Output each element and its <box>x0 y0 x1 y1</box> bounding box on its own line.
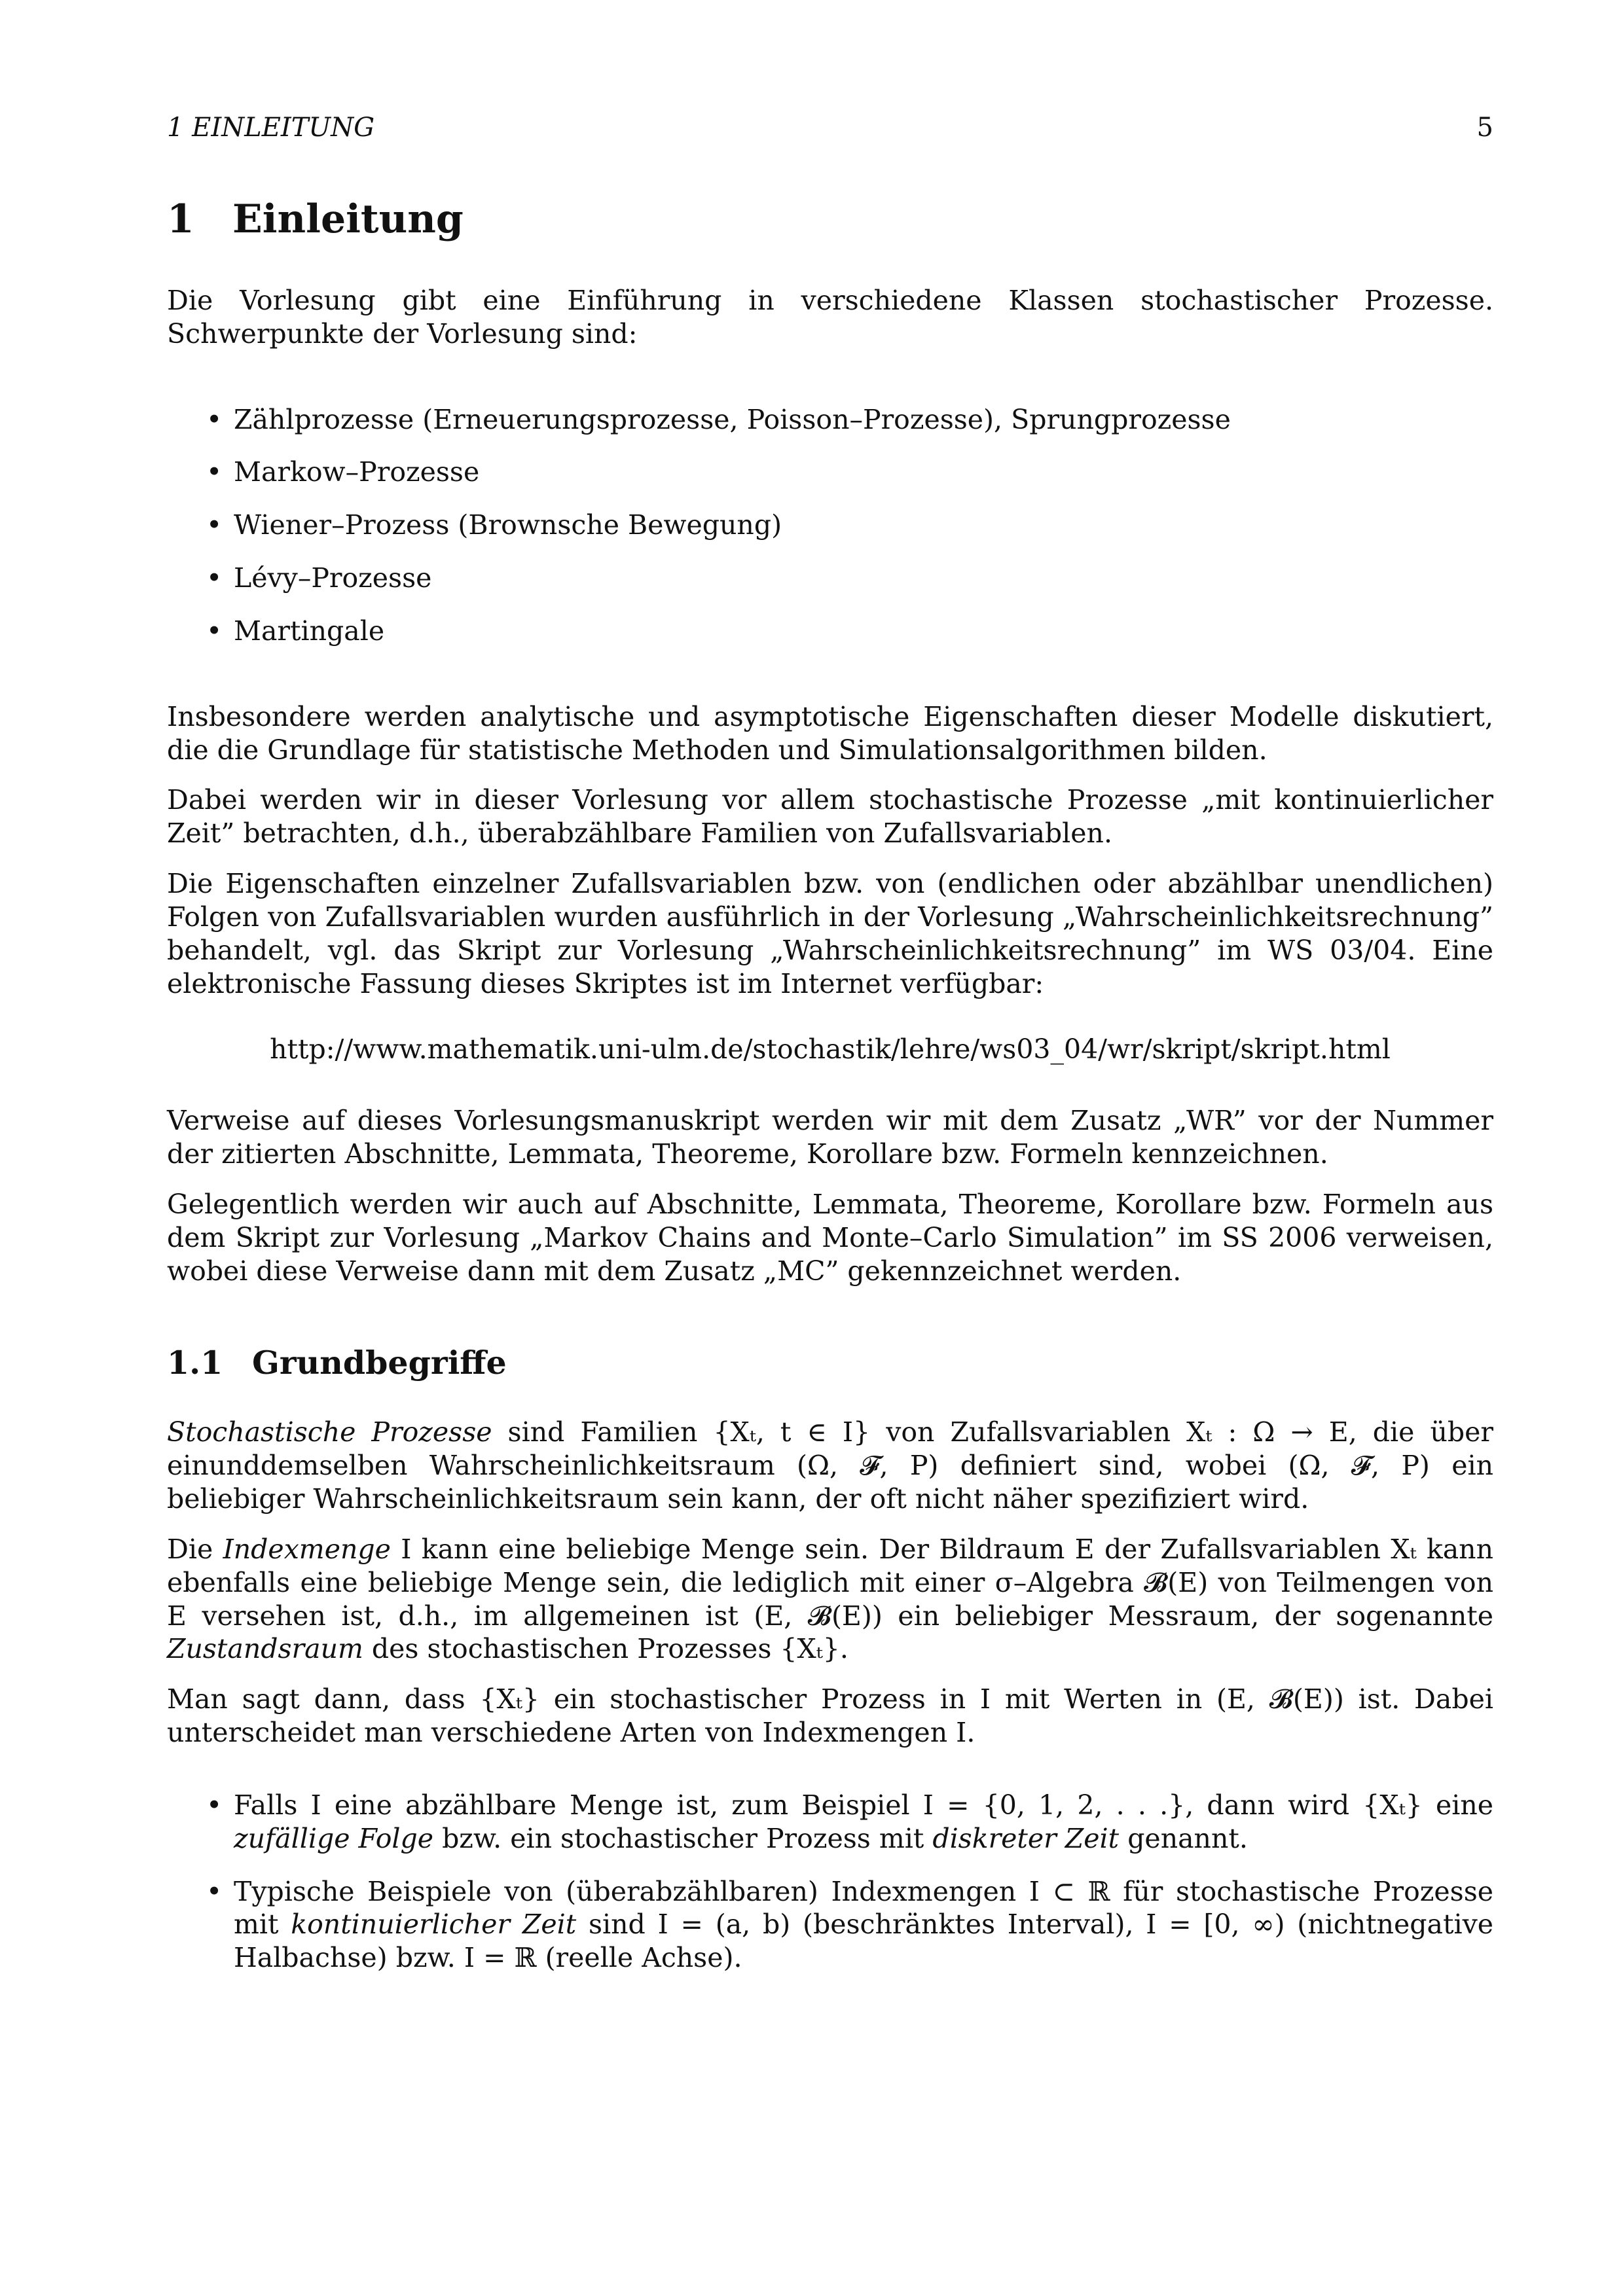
main-content <box>167 196 1493 2027</box>
list-item: • Martingale <box>206 615 385 647</box>
section-title: Einleitung <box>232 196 464 242</box>
defined-term: zufällige Folge <box>234 1822 434 1854</box>
bullet-icon: • <box>206 403 223 435</box>
paragraph: Stochastische Prozesse sind Familien {Xₜ, t ∈ I} von Zufallsvariablen Xₜ : Ω → E, die über einunddemselben Wahrscheinlichkeitsraum (Ω, 𝓕, P) definiert sind, wobei (Ω, 𝓕, P) ein beliebiger Wahrscheinlichkeitsraum sein kann, der oft nicht näher spezifiziert wird. <box>167 1416 1493 1515</box>
list-item: • Wiener–Prozess (Brownsche Bewegung) <box>206 509 782 541</box>
topics-list <box>167 403 1493 648</box>
bullet-icon: • <box>206 1875 223 1907</box>
defined-term: kontinuierlicher Zeit <box>291 1909 577 1941</box>
list-item: • Markow–Prozesse <box>206 456 480 488</box>
subsection-heading-grundbegriffe <box>167 1344 1493 1382</box>
defined-term: Zustandsraum <box>167 1633 363 1665</box>
intro-paragraph: Die Vorlesung gibt eine Einführung in verschiedene Klassen stochastischer Prozesse. Schwerpunkte der Vorlesung sind: <box>167 285 1493 350</box>
bullet-icon: • <box>206 615 223 647</box>
defined-term: Stochastische Prozesse <box>167 1416 492 1448</box>
list-item: • Falls I eine abzählbare Menge ist, zum Beispiel I = {0, 1, 2, . . .}, dann wird {Xₜ} eine zufällige Folge bzw. ein stochastischer Prozess mit diskreter Zeit genannt. <box>206 1789 1493 1854</box>
subsection-number: 1.1 <box>167 1344 223 1382</box>
bullet-icon: • <box>206 509 223 541</box>
paragraph: Dabei werden wir in dieser Vorlesung vor allem stochastische Prozesse „mit kontinuierlicher Zeit” betrachten, d.h., überabzählbare Familien von Zufallsvariablen. <box>167 784 1493 850</box>
section-heading-einleitung <box>167 196 1493 242</box>
spacer <box>167 1304 1493 1344</box>
page-number: 5 <box>1476 113 1493 143</box>
script-url: http://www.mathematik.uni-ulm.de/stochastik/lehre/ws03_04/wr/skript/skript.html <box>270 1033 1391 1066</box>
paragraph: Gelegentlich werden wir auch auf Abschnitte, Lemmata, Theoreme, Korollare bzw. Formeln aus dem Skript zur Vorlesung „Markov Chains and Monte–Carlo Simulation” im SS 2006 verweisen, wobei diese Verweise dann mit dem Zusatz „MC” gekennzeichnet werden. <box>167 1188 1493 1287</box>
defined-term: Indexmenge <box>223 1533 391 1565</box>
defined-term: diskreter Zeit <box>932 1822 1120 1854</box>
list-item: • Typische Beispiele von (überabzählbaren) Indexmengen I ⊂ ℝ für stochastische Prozesse mit kontinuierlicher Zeit sind I = (a, b) (beschränktes Interval), I = [0, ∞) (nichtnegative Halbachse) bzw. I = ℝ (reelle Achse). <box>206 1875 1493 1974</box>
paragraph: Verweise auf dieses Vorlesungsmanuskript werden wir mit dem Zusatz „WR” vor der Nummer der zitierten Abschnitte, Lemmata, Theoreme, Korollare bzw. Formeln kennzeichnen. <box>167 1105 1493 1170</box>
list-item: • Lévy–Prozesse <box>206 562 432 594</box>
bullet-icon: • <box>206 456 223 488</box>
paragraph: Insbesondere werden analytische und asymptotische Eigenschaften dieser Modelle diskutiert, die die Grundlage für statistische Methoden und Simulationsalgorithmen bilden. <box>167 700 1493 766</box>
running-title: 1 EINLEITUNG <box>167 113 375 143</box>
subsection-title: Grundbegriffe <box>252 1344 507 1382</box>
paragraph: Man sagt dann, dass {Xₜ} ein stochastischer Prozess in I mit Werten in (E, 𝓑(E)) ist. Dabei unterscheidet man verschiedene Arten von Indexmengen I. <box>167 1683 1493 1749</box>
list-item: • Zählprozesse (Erneuerungsprozesse, Poisson–Prozesse), Sprungprozesse <box>206 403 1231 435</box>
index-set-list <box>167 1789 1493 1975</box>
bullet-icon: • <box>206 1789 223 1821</box>
running-header <box>167 113 1493 152</box>
paragraph: Die Indexmenge I kann eine beliebige Menge sein. Der Bildraum E der Zufallsvariablen Xₜ kann ebenfalls eine beliebige Menge sein, die lediglich mit einer σ–Algebra 𝓑(E) von Teilmengen von E versehen ist, d.h., im allgemeinen ist (E, 𝓑(E)) ein beliebiger Messraum, der sogenannte Zustandsraum des stochastischen Prozesses {Xₜ}. <box>167 1533 1493 1665</box>
section-number: 1 <box>167 196 194 242</box>
bullet-icon: • <box>206 562 223 594</box>
paragraph: Die Eigenschaften einzelner Zufallsvariablen bzw. von (endlichen oder abzählbar unendlichen) Folgen von Zufallsvariablen wurden ausführlich in der Vorlesung „Wahrscheinlichkeitsrechnung” behandelt, vgl. das Skript zur Vorlesung „Wahrscheinlichkeitsrechnung” im WS 03/04. Eine elektronische Fassung dieses Skriptes ist im Internet verfügbar: <box>167 868 1493 999</box>
